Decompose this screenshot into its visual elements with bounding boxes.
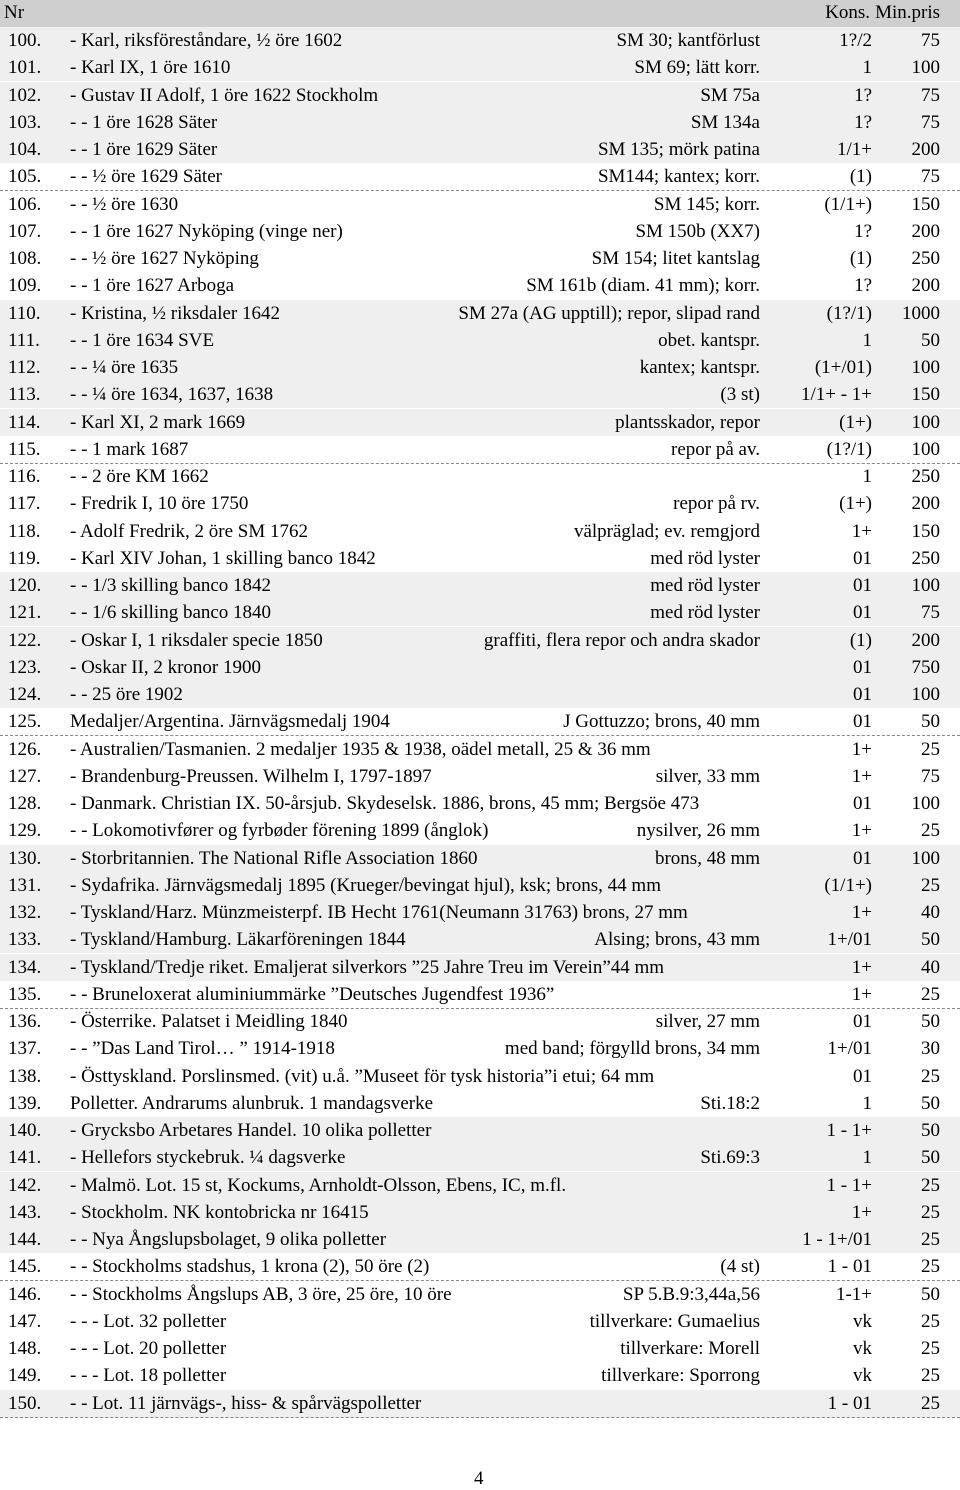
lot-condition: Sti.69:3 bbox=[700, 1147, 760, 1169]
table-row bbox=[0, 1117, 960, 1145]
table-header bbox=[0, 0, 960, 28]
lot-number: 136. bbox=[8, 1011, 42, 1032]
lot-min-price: 75 bbox=[921, 111, 940, 133]
lot-number: 128. bbox=[8, 793, 42, 814]
table-row bbox=[0, 1362, 960, 1389]
lot-description: - - Nya Ångslupsbolaget, 9 olika polletter bbox=[70, 1229, 387, 1250]
lot-min-price: 1000 bbox=[902, 302, 940, 324]
lot-grade: 01 bbox=[853, 847, 872, 869]
lot-grade: (1+) bbox=[839, 493, 872, 515]
lot-number: 141. bbox=[8, 1147, 42, 1169]
lot-min-price: 50 bbox=[921, 1011, 940, 1032]
table-row bbox=[0, 218, 960, 245]
lot-min-price: 250 bbox=[911, 466, 940, 487]
lot-condition: med röd lyster bbox=[650, 602, 760, 624]
lot-description: - - ¼ öre 1634, 1637, 1638 bbox=[70, 384, 274, 406]
header-nr: Nr bbox=[4, 2, 25, 23]
lot-condition: brons, 48 mm bbox=[654, 847, 760, 869]
lot-grade: 1 bbox=[862, 57, 872, 79]
lot-min-price: 25 bbox=[921, 1065, 940, 1087]
lot-number: 149. bbox=[8, 1365, 42, 1387]
lot-number: 138. bbox=[8, 1065, 42, 1087]
table-row bbox=[0, 163, 960, 191]
lot-number: 109. bbox=[8, 275, 42, 297]
lot-number: 143. bbox=[8, 1201, 42, 1223]
table-row bbox=[0, 1172, 960, 1199]
lot-condition: välpräglad; ev. remgjord bbox=[573, 520, 760, 542]
lot-grade: (1) bbox=[849, 166, 872, 188]
lot-grade: 1+/01 bbox=[827, 929, 872, 951]
lot-description: - Australien/Tasmanien. 2 medaljer 1935 & 1938, oädel metall, 25 & 36 mm bbox=[70, 738, 651, 760]
lot-number: 129. bbox=[8, 820, 42, 842]
table-row bbox=[0, 926, 960, 953]
lot-description: - - 1 mark 1687 bbox=[70, 438, 189, 460]
header-minpris: Min.pris bbox=[875, 2, 940, 23]
lot-description: - Östtyskland. Porslinsmed. (vit) u.å. ”Museet för tysk historia”i etui; 64 mm bbox=[70, 1065, 655, 1087]
table-row bbox=[0, 1226, 960, 1253]
table-row bbox=[0, 572, 960, 600]
table-row bbox=[0, 599, 960, 626]
lot-grade: 1+ bbox=[851, 983, 872, 1005]
lot-number: 127. bbox=[8, 765, 42, 787]
lot-grade: (1?/1) bbox=[826, 438, 872, 460]
lot-min-price: 200 bbox=[911, 275, 940, 297]
lot-number: 106. bbox=[8, 193, 42, 215]
table-row bbox=[0, 518, 960, 545]
lot-description: - - - Lot. 32 polletter bbox=[70, 1310, 227, 1332]
lot-grade: vk bbox=[853, 1338, 872, 1359]
lot-condition: med röd lyster bbox=[650, 547, 760, 569]
lot-description: - Tyskland/Harz. Münzmeisterpf. IB Hecht 1761(Neumann 31763) brons, 27 mm bbox=[70, 902, 688, 923]
lot-grade: 1?/2 bbox=[839, 30, 872, 51]
lot-grade: (1) bbox=[849, 629, 872, 651]
lot-grade: 1 bbox=[862, 329, 872, 351]
lot-grade: 01 bbox=[853, 656, 872, 678]
lot-condition: SP 5.B.9:3,44a,56 bbox=[622, 1283, 760, 1305]
lot-description: - - 1/6 skilling banco 1840 bbox=[70, 602, 272, 624]
lot-grade: 1+ bbox=[851, 765, 872, 787]
table-row bbox=[0, 1008, 960, 1035]
table-row bbox=[0, 872, 960, 899]
lot-number: 144. bbox=[8, 1229, 42, 1250]
lot-description: - Malmö. Lot. 15 st, Kockums, Arnholdt-Olsson, Ebens, IC, m.fl. bbox=[70, 1174, 567, 1196]
lot-number: 104. bbox=[8, 139, 42, 160]
lot-min-price: 50 bbox=[921, 929, 940, 951]
lot-min-price: 75 bbox=[921, 84, 940, 106]
lot-number: 125. bbox=[8, 711, 42, 733]
table-row bbox=[0, 981, 960, 1009]
lot-description: Medaljer/Argentina. Järnvägsmedalj 1904 bbox=[70, 711, 390, 733]
lot-condition: SM 145; korr. bbox=[653, 193, 760, 215]
lot-min-price: 100 bbox=[911, 357, 940, 378]
lot-description: - - 25 öre 1902 bbox=[70, 684, 183, 705]
lot-condition: SM 161b (diam. 41 mm); korr. bbox=[526, 275, 760, 297]
lot-description: - Fredrik I, 10 öre 1750 bbox=[70, 493, 249, 515]
lot-description: - - 1 öre 1627 Arboga bbox=[70, 275, 235, 297]
lot-description: - - - Lot. 18 polletter bbox=[70, 1365, 227, 1387]
lot-description: - - 1 öre 1627 Nyköping (vinge ner) bbox=[70, 220, 343, 242]
lot-description: - - ¼ öre 1635 bbox=[70, 357, 179, 378]
table-row bbox=[0, 1035, 960, 1062]
lot-grade: vk bbox=[853, 1365, 872, 1387]
lot-min-price: 25 bbox=[921, 820, 940, 842]
lot-min-price: 50 bbox=[921, 1092, 940, 1114]
table-row bbox=[0, 463, 960, 490]
lot-description: - Oskar II, 2 kronor 1900 bbox=[70, 656, 262, 678]
lot-grade: 1 - 01 bbox=[827, 1256, 872, 1278]
lot-grade: 01 bbox=[853, 547, 872, 569]
lot-grade: (1) bbox=[849, 248, 872, 269]
lot-min-price: 75 bbox=[921, 30, 940, 51]
lot-grade: 01 bbox=[853, 1011, 872, 1032]
lot-min-price: 100 bbox=[911, 684, 940, 705]
lot-condition: med band; förgylld brons, 34 mm bbox=[504, 1038, 760, 1060]
lot-condition: obet. kantspr. bbox=[658, 329, 760, 351]
lot-number: 133. bbox=[8, 929, 42, 951]
lot-min-price: 40 bbox=[921, 956, 940, 978]
lot-number: 134. bbox=[8, 956, 42, 978]
lot-grade: 1+ bbox=[851, 820, 872, 842]
lot-description: - - ½ öre 1629 Säter bbox=[70, 166, 222, 188]
lot-grade: vk bbox=[853, 1310, 872, 1332]
lot-min-price: 50 bbox=[921, 329, 940, 351]
table-row bbox=[0, 109, 960, 136]
lot-description: Polletter. Andrarums alunbruk. 1 mandagsverke bbox=[70, 1092, 434, 1114]
lot-number: 116. bbox=[8, 466, 41, 487]
lot-description: - Tyskland/Tredje riket. Emaljerat silverkors ”25 Jahre Treu im Verein”44 mm bbox=[70, 956, 665, 978]
lot-number: 103. bbox=[8, 111, 42, 133]
lot-grade: 01 bbox=[853, 684, 872, 705]
lot-number: 114. bbox=[8, 411, 41, 433]
lot-grade: 01 bbox=[853, 793, 872, 814]
lot-number: 108. bbox=[8, 248, 42, 269]
lot-description: - - Lot. 11 järnvägs-, hiss- & spårvägspolletter bbox=[70, 1392, 422, 1414]
lot-grade: (1?/1) bbox=[826, 302, 872, 324]
lot-description: - Brandenburg-Preussen. Wilhelm I, 1797-1897 bbox=[70, 765, 432, 787]
lot-number: 119. bbox=[8, 547, 41, 569]
table-row bbox=[0, 354, 960, 381]
lot-grade: 1+/01 bbox=[827, 1038, 872, 1060]
lot-grade: 1 - 01 bbox=[827, 1392, 872, 1414]
lot-number: 124. bbox=[8, 684, 42, 705]
table-row bbox=[0, 899, 960, 926]
lot-description: - - ½ öre 1630 bbox=[70, 193, 179, 215]
lot-description: - - Lokomotivfører og fyrbøder förening 1899 (ånglok) bbox=[70, 820, 489, 842]
lot-number: 100. bbox=[8, 30, 42, 51]
lot-grade: 1+ bbox=[851, 956, 872, 978]
lot-min-price: 200 bbox=[911, 629, 940, 651]
lot-grade: 1-1+ bbox=[835, 1283, 872, 1305]
lot-number: 126. bbox=[8, 738, 42, 760]
lot-description: - - 1/3 skilling banco 1842 bbox=[70, 575, 272, 596]
lot-number: 147. bbox=[8, 1310, 42, 1332]
table-row bbox=[0, 1390, 960, 1418]
table-row bbox=[0, 763, 960, 790]
lot-min-price: 100 bbox=[911, 847, 940, 869]
table-row bbox=[0, 736, 960, 763]
lot-condition: tillverkare: Morell bbox=[620, 1338, 760, 1359]
lot-min-price: 25 bbox=[921, 1365, 940, 1387]
lot-min-price: 30 bbox=[921, 1038, 940, 1060]
lot-number: 148. bbox=[8, 1338, 42, 1359]
lot-min-price: 100 bbox=[911, 575, 940, 596]
lot-description: - - Bruneloxerat aluminiummärke ”Deutsches Jugendfest 1936” bbox=[70, 983, 555, 1005]
lot-number: 107. bbox=[8, 220, 42, 242]
lot-description: - - Stockholms Ångslups AB, 3 öre, 25 öre, 10 öre bbox=[70, 1283, 452, 1305]
table-row bbox=[0, 1199, 960, 1226]
lot-grade: 1+ bbox=[851, 738, 872, 760]
lot-grade: 1? bbox=[854, 84, 872, 106]
lot-min-price: 150 bbox=[911, 193, 940, 215]
lot-min-price: 50 bbox=[921, 1283, 940, 1305]
lot-number: 123. bbox=[8, 656, 42, 678]
lot-grade: 1+ bbox=[851, 520, 872, 542]
lot-min-price: 50 bbox=[921, 1147, 940, 1169]
lot-min-price: 40 bbox=[921, 902, 940, 923]
lot-description: - - - Lot. 20 polletter bbox=[70, 1338, 227, 1359]
table-row bbox=[0, 790, 960, 817]
lot-number: 130. bbox=[8, 847, 42, 869]
lot-number: 137. bbox=[8, 1038, 42, 1060]
lot-description: - Sydafrika. Järnvägsmedalj 1895 (Krueger/bevingat hjul), ksk; brons, 44 mm bbox=[70, 874, 661, 896]
lot-min-price: 100 bbox=[911, 411, 940, 433]
lot-description: - Karl XIV Johan, 1 skilling banco 1842 bbox=[70, 547, 376, 569]
lot-min-price: 25 bbox=[921, 1392, 940, 1414]
table-row bbox=[0, 82, 960, 109]
lot-condition: SM 75a bbox=[700, 84, 760, 106]
lot-description: - Danmark. Christian IX. 50-årsjub. Skydeselsk. 1886, brons, 45 mm; Bergsöe 473 bbox=[70, 793, 700, 814]
lot-min-price: 25 bbox=[921, 983, 940, 1005]
lot-min-price: 75 bbox=[921, 765, 940, 787]
lot-number: 146. bbox=[8, 1283, 42, 1305]
lot-grade: 1? bbox=[854, 220, 872, 242]
lot-condition: silver, 33 mm bbox=[655, 765, 760, 787]
table-row bbox=[0, 490, 960, 517]
table-row bbox=[0, 327, 960, 354]
lot-number: 135. bbox=[8, 983, 42, 1005]
table-row bbox=[0, 54, 960, 81]
lot-grade: 1 bbox=[862, 1147, 872, 1169]
lot-condition: Alsing; brons, 43 mm bbox=[594, 929, 760, 951]
header-kons: Kons. bbox=[825, 2, 870, 23]
lot-condition: SM 27a (AG upptill); repor, slipad rand bbox=[458, 302, 760, 324]
lot-number: 115. bbox=[8, 438, 41, 460]
table-row bbox=[0, 1144, 960, 1171]
table-row bbox=[0, 627, 960, 654]
lot-description: - - ½ öre 1627 Nyköping bbox=[70, 248, 259, 269]
lot-grade: 1+ bbox=[851, 1201, 872, 1223]
lot-number: 131. bbox=[8, 874, 42, 896]
lot-grade: 1 bbox=[862, 1092, 872, 1114]
lot-description: - Karl, riksföreståndare, ½ öre 1602 bbox=[70, 30, 343, 51]
lot-description: - Kristina, ½ riksdaler 1642 bbox=[70, 302, 281, 324]
table-row bbox=[0, 191, 960, 218]
lot-description: - Stockholm. NK kontobricka nr 16415 bbox=[70, 1201, 369, 1223]
table-row bbox=[0, 409, 960, 436]
lot-description: - - 1 öre 1629 Säter bbox=[70, 139, 218, 160]
lot-min-price: 25 bbox=[921, 1201, 940, 1223]
lot-min-price: 25 bbox=[921, 1229, 940, 1250]
table-row bbox=[0, 545, 960, 572]
lot-condition: graffiti, flera repor och andra skador bbox=[483, 629, 760, 651]
lot-min-price: 50 bbox=[921, 711, 940, 733]
lot-condition: SM 154; litet kantslag bbox=[591, 248, 760, 269]
lot-number: 120. bbox=[8, 575, 42, 596]
lot-grade: 1 - 1+ bbox=[826, 1120, 872, 1141]
lot-condition: SM 30; kantförlust bbox=[616, 30, 760, 51]
table-row bbox=[0, 272, 960, 299]
lot-grade: 01 bbox=[853, 602, 872, 624]
lot-number: 110. bbox=[8, 302, 41, 324]
lot-condition: (3 st) bbox=[720, 384, 760, 406]
lot-description: - - Stockholms stadshus, 1 krona (2), 50 öre (2) bbox=[70, 1256, 430, 1278]
lot-number: 150. bbox=[8, 1392, 42, 1414]
lot-min-price: 100 bbox=[911, 57, 940, 79]
table-row bbox=[0, 708, 960, 736]
lot-min-price: 200 bbox=[911, 220, 940, 242]
lot-description: - Tyskland/Hamburg. Läkarföreningen 1844 bbox=[70, 929, 406, 951]
lot-grade: 1 bbox=[862, 466, 872, 487]
lot-min-price: 25 bbox=[921, 1310, 940, 1332]
lot-condition: repor på av. bbox=[671, 438, 760, 460]
lot-min-price: 25 bbox=[921, 1256, 940, 1278]
table-row bbox=[0, 245, 960, 272]
table-row bbox=[0, 1090, 960, 1117]
lot-number: 101. bbox=[8, 57, 42, 79]
table-row bbox=[0, 1335, 960, 1362]
table-row bbox=[0, 436, 960, 464]
lot-min-price: 250 bbox=[911, 547, 940, 569]
table-row bbox=[0, 136, 960, 163]
table-row bbox=[0, 845, 960, 873]
table-row bbox=[0, 817, 960, 844]
lot-description: - Hellefors styckebruk. ¼ dagsverke bbox=[70, 1147, 346, 1169]
lot-min-price: 75 bbox=[921, 602, 940, 624]
lot-min-price: 200 bbox=[911, 493, 940, 515]
lot-number: 111. bbox=[8, 329, 40, 351]
lot-min-price: 250 bbox=[911, 248, 940, 269]
lot-grade: (1/1+) bbox=[824, 874, 872, 896]
lot-condition: plantsskador, repor bbox=[615, 411, 760, 433]
lot-grade: 1 - 1+/01 bbox=[802, 1229, 872, 1250]
lot-min-price: 200 bbox=[911, 139, 940, 160]
lot-number: 142. bbox=[8, 1174, 42, 1196]
lot-description: - Storbritannien. The National Rifle Association 1860 bbox=[70, 847, 478, 869]
lot-condition: tillverkare: Sporrong bbox=[601, 1365, 760, 1387]
lot-number: 121. bbox=[8, 602, 42, 624]
lot-description: - Oskar I, 1 riksdaler specie 1850 bbox=[70, 629, 323, 651]
lot-grade: 1? bbox=[854, 111, 872, 133]
lot-condition: tillverkare: Gumaelius bbox=[589, 1310, 760, 1332]
lot-number: 140. bbox=[8, 1120, 42, 1141]
lot-number: 118. bbox=[8, 520, 41, 542]
lot-description: - Karl XI, 2 mark 1669 bbox=[70, 411, 246, 433]
lot-min-price: 25 bbox=[921, 1338, 940, 1359]
lot-grade: 1/1+ - 1+ bbox=[800, 384, 872, 406]
table-row bbox=[0, 1253, 960, 1281]
table-row bbox=[0, 1063, 960, 1090]
lot-condition: kantex; kantspr. bbox=[639, 357, 760, 378]
lot-condition: repor på rv. bbox=[673, 493, 760, 515]
lot-number: 145. bbox=[8, 1256, 42, 1278]
lot-number: 117. bbox=[8, 493, 41, 515]
lot-grade: 1 - 1+ bbox=[826, 1174, 872, 1196]
lot-min-price: 100 bbox=[911, 793, 940, 814]
page-number: 4 bbox=[474, 1468, 484, 1489]
lot-grade: 01 bbox=[853, 1065, 872, 1087]
table-row bbox=[0, 27, 960, 55]
lot-description: - Gustav II Adolf, 1 öre 1622 Stockholm bbox=[70, 84, 379, 106]
lot-condition: SM 135; mörk patina bbox=[597, 139, 760, 160]
lot-condition: SM 69; lätt korr. bbox=[634, 57, 760, 79]
lot-condition: J Gottuzzo; brons, 40 mm bbox=[563, 711, 760, 733]
lot-number: 122. bbox=[8, 629, 42, 651]
lot-grade: (1+/01) bbox=[814, 357, 872, 378]
lot-min-price: 75 bbox=[921, 166, 940, 188]
lot-grade: 01 bbox=[853, 575, 872, 596]
lot-grade: 1+ bbox=[851, 902, 872, 923]
lot-grade: 01 bbox=[853, 711, 872, 733]
lot-description: - - ”Das Land Tirol… ” 1914-1918 bbox=[70, 1038, 335, 1060]
lot-condition: nysilver, 26 mm bbox=[636, 820, 760, 842]
lot-number: 113. bbox=[8, 384, 41, 406]
lot-min-price: 25 bbox=[921, 874, 940, 896]
lot-min-price: 50 bbox=[921, 1120, 940, 1141]
lot-description: - - 1 öre 1628 Säter bbox=[70, 111, 218, 133]
lot-number: 139. bbox=[8, 1092, 42, 1114]
table-row bbox=[0, 654, 960, 681]
lot-condition: Sti.18:2 bbox=[700, 1092, 760, 1114]
lot-min-price: 150 bbox=[911, 520, 940, 542]
lot-grade: (1/1+) bbox=[824, 193, 872, 215]
table-row bbox=[0, 381, 960, 408]
lot-condition: SM 150b (XX7) bbox=[635, 220, 760, 242]
table-row bbox=[0, 300, 960, 328]
lot-description: - Adolf Fredrik, 2 öre SM 1762 bbox=[70, 520, 309, 542]
lot-min-price: 25 bbox=[921, 1174, 940, 1196]
lot-condition: SM 134a bbox=[690, 111, 760, 133]
lot-min-price: 150 bbox=[911, 384, 940, 406]
lot-condition: (4 st) bbox=[720, 1256, 760, 1278]
lot-min-price: 750 bbox=[911, 656, 940, 678]
lot-condition: SM144; kantex; korr. bbox=[597, 166, 760, 188]
lot-grade: 1/1+ bbox=[837, 139, 872, 160]
lot-description: - - 1 öre 1634 SVE bbox=[70, 329, 215, 351]
lot-condition: med röd lyster bbox=[650, 575, 760, 596]
lot-number: 112. bbox=[8, 357, 41, 378]
lot-number: 102. bbox=[8, 84, 42, 106]
table-row bbox=[0, 954, 960, 981]
lot-description: - Grycksbo Arbetares Handel. 10 olika polletter bbox=[70, 1120, 432, 1141]
lot-grade: (1+) bbox=[839, 411, 872, 433]
lot-description: - Karl IX, 1 öre 1610 bbox=[70, 57, 231, 79]
lot-number: 105. bbox=[8, 166, 42, 188]
lot-description: - - 2 öre KM 1662 bbox=[70, 466, 209, 487]
table-row bbox=[0, 1281, 960, 1308]
lot-min-price: 100 bbox=[911, 438, 940, 460]
lot-condition: silver, 27 mm bbox=[655, 1011, 760, 1032]
lot-grade: 1? bbox=[854, 275, 872, 297]
lot-min-price: 25 bbox=[921, 738, 940, 760]
table-row bbox=[0, 1308, 960, 1335]
table-row bbox=[0, 681, 960, 708]
lot-number: 132. bbox=[8, 902, 42, 923]
lot-description: - Österrike. Palatset i Meidling 1840 bbox=[70, 1011, 348, 1032]
